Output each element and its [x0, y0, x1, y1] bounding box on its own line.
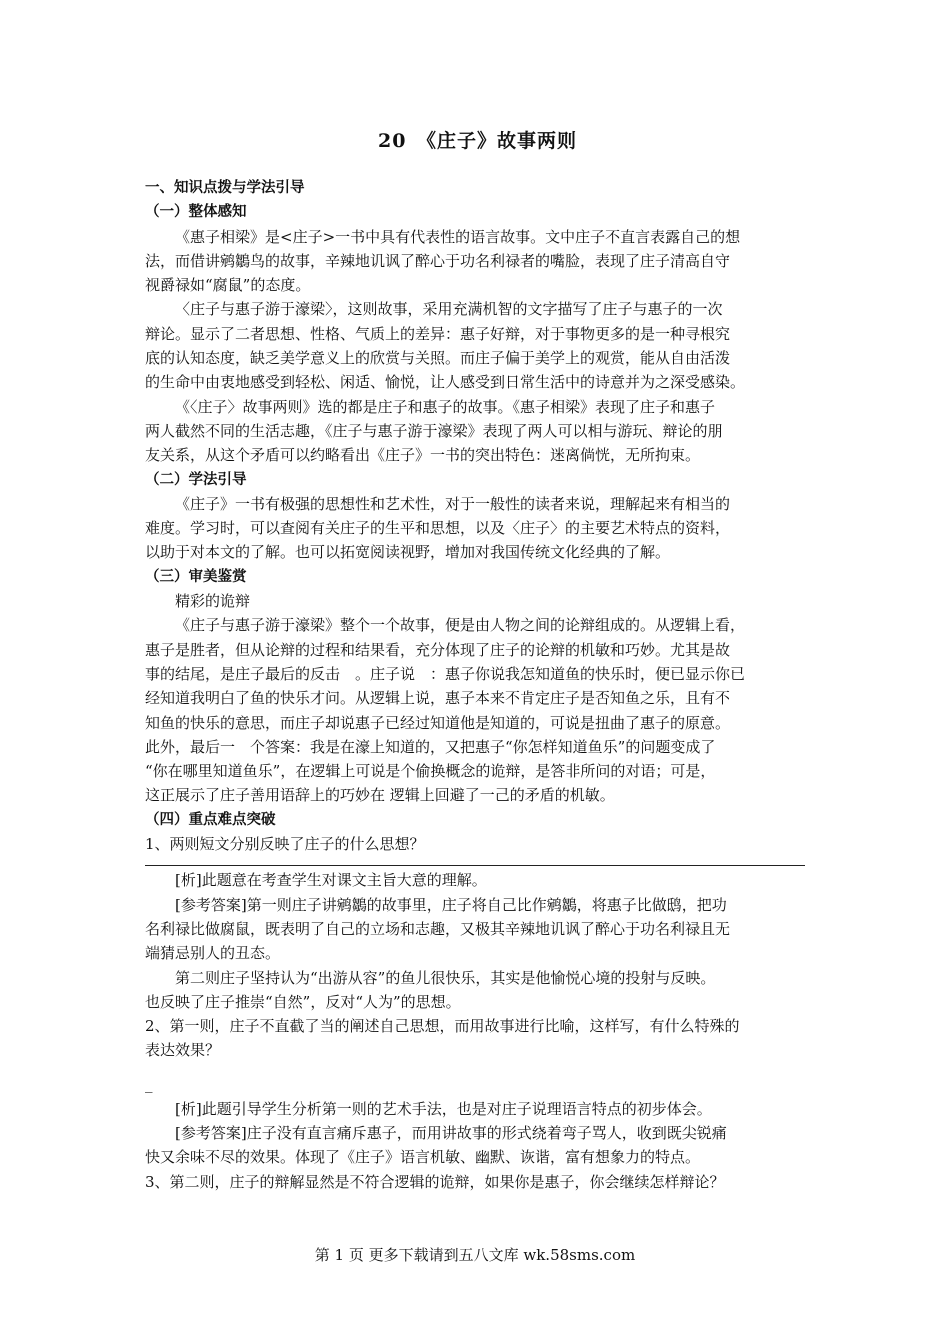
- page-footer: 第 1 页 更多下载请到五八文库 wk.58sms.com: [314, 1246, 636, 1264]
- question-3: 3、第二则，庄子的辩解显然是不符合逻辑的诡辩，如果你是惠子，你会继续怎样辩论？: [145, 1172, 725, 1191]
- paragraph-method: 《庄子》一书有极强的思想性和艺术性，对于一般性的读者来说，理解起来有相当的 难度。学习时，可以查阅有关庄子的生平和思想，以及〈庄子〉的主要艺术特点的资料， 以助于对本文的了解。也可以拓宽阅读视野，增加对我国传统文化经典的了解。: [145, 494, 731, 562]
- subsection-heading-key-points: （四）重点难点突破: [145, 811, 276, 828]
- document-body: [145, 176, 810, 1194]
- subsection-heading-appreciation: （三）审美鉴赏: [145, 568, 247, 585]
- question-2-analysis: [析]此题引导学生分析第一则的艺术手法，也是对庄子说理语言特点的初步体会。: [175, 1099, 712, 1118]
- question-1-analysis: [析]此题意在考查学生对课文主旨大意的理解。: [175, 871, 487, 890]
- subsection-heading-overall: （一）整体感知: [145, 204, 247, 221]
- question-1-answer-part-2: 第二则庄子坚持认为“出游从容”的鱼儿很快乐，其实是他愉悦心境的投射与反映。 也反映了庄子推崇“自然”，反对“人为”的思想。: [145, 968, 716, 1011]
- answer-line: [145, 865, 805, 866]
- question-1-answer: [参考答案]第一则庄子讲鹓鶵的故事里，庄子将自己比作鹓鶵，将惠子比做鸱，把功 名利禄比做腐鼠，既表明了自己的立场和志趣，又极其辛辣地讥讽了醉心于功名利禄且无 端猜忌别人的丑态。: [145, 895, 731, 963]
- appreciation-subtitle: 精彩的诡辩: [175, 592, 251, 611]
- question-2: 2、第一则，庄子不直截了当的阐述自己思想，而用故事进行比喻，这样写，有什么特殊的 表达效果？: [145, 1017, 740, 1060]
- question-1: 1、两则短文分别反映了庄子的什么思想？: [145, 835, 425, 854]
- page-title: 20 《庄子》故事两则: [378, 130, 577, 152]
- question-2-answer: [参考答案]庄子没有直言痛斥惠子，而用讲故事的形式绕着弯子骂人，收到既尖锐痛 快又余味不尽的效果。体现了《庄子》语言机敏、幽默、诙谐，富有想象力的特点。: [145, 1123, 727, 1167]
- paragraph-appreciation: 《庄子与惠子游于濠梁》整个一个故事，便是由人物之间的论辩组成的。从逻辑上看， 惠子是胜者，但从论辩的过程和结果看，充分体现了庄子的论辩的机敏和巧妙。尤其是故 事的结尾，是庄子最后的反击 。庄子说 ：惠子你说我怎知道鱼的快乐时，便已显示你已 经知道我明白了鱼的快乐才问。从逻辑上说，惠子本来不肯定庄子是否知鱼之乐，且有不 知鱼的快乐的意思，而庄子却说惠子已经过知道他是知道的，可说是扭曲了惠子的原意。 此外，最后一 个答案：我是在濠上知道的，又把惠子“你怎样知道鱼乐”的问题变成了 “你在哪里知道鱼乐”，在逻辑上可说是个偷换概念的诡辩，是答非所问的对语；可是， 这正展示了庄子善用语辞上的巧妙在 逻辑上回避了一己的矛盾的机敏。: [145, 616, 746, 805]
- answer-blank: _: [145, 1074, 153, 1093]
- subsection-heading-method: （二）学法引导: [145, 471, 247, 488]
- paragraph-haoliang: 〈庄子与惠子游于濠梁〉，这则故事，采用充满机智的文字描写了庄子与惠子的一次 辩论。显示了二者思想、性格、气质上的差异：惠子好辩，对于事物更多的是一种寻根究 底的认知态度，缺乏美学意义上的欣赏与关照。而庄子偏于美学上的观赏，能从自由活泼 的生命中由衷地感受到轻松、闲适、愉悦，让人感受到日常生活中的诗意并为之深受感染。: [145, 300, 746, 392]
- paragraph-huizi-xiangliang: 《惠子相梁》是<庄子>一书中具有代表性的语言故事。文中庄子不直言表露自己的想 法，而借讲鹓鶵鸟的故事，辛辣地讥讽了醉心于功名利禄者的嘴脸，表现了庄子清高自守 视爵禄如“腐鼠”的态度。: [145, 227, 741, 295]
- paragraph-two-stories: 《〈庄子〉故事两则》选的都是庄子和惠子的故事。《惠子相梁》表现了庄子和惠子 两人截然不同的生活志趣，《庄子与惠子游于濠梁》表现了两人可以相与游玩、辩论的朋 友关系，从这个矛盾可以约略看出《庄子》一书的突出特色：迷离倘恍，无所拘束。: [145, 397, 723, 465]
- section-heading: 一、知识点拨与学法引导: [145, 180, 305, 196]
